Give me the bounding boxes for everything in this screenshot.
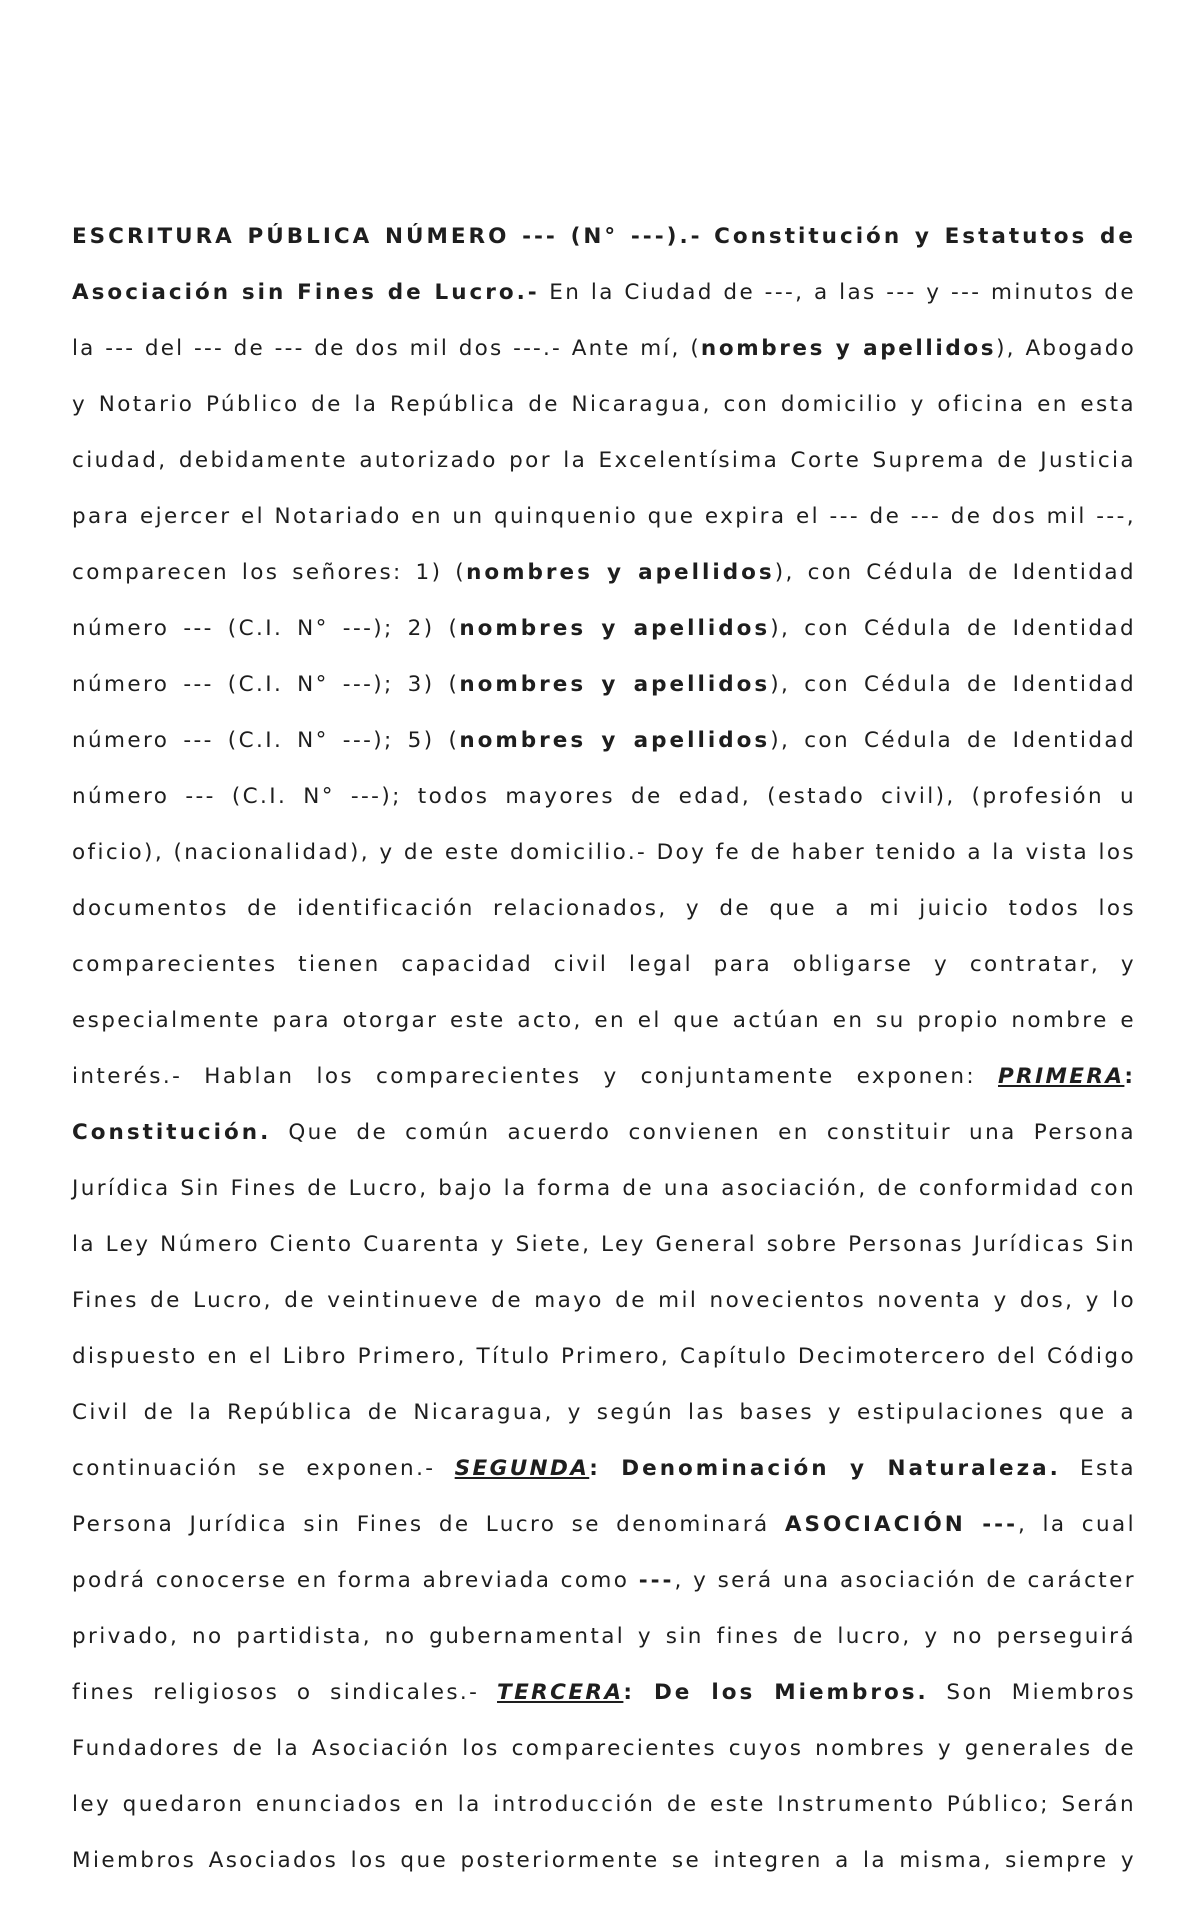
- text-line-17: Constitución. Que de común acuerdo convienen en constituir una Persona: [72, 1120, 1136, 1145]
- text-line-22: Civil de la República de Nicaragua, y según las bases y estipulaciones que a: [72, 1400, 1136, 1425]
- text-line-23: continuación se exponen.- SEGUNDA: Denominación y Naturaleza. Esta: [72, 1456, 1136, 1481]
- association-abbreviation: ---: [638, 1568, 675, 1593]
- text-line-3: la --- del --- de --- de dos mil dos ---.- Ante mí, (nombres y apellidos), Abogado: [72, 336, 1136, 361]
- placeholder-names: nombres y apellidos: [466, 560, 775, 585]
- text-line-5: ciudad, debidamente autorizado por la Excelentísima Corte Suprema de Justicia: [72, 448, 1136, 473]
- deed-subject: Constitución y Estatutos de: [714, 224, 1137, 249]
- text-line-28: Fundadores de la Asociación los comparecientes cuyos nombres y generales de: [72, 1736, 1136, 1761]
- text-line-8: número --- (C.I. N° ---); 2) (nombres y apellidos), con Cédula de Identidad: [72, 616, 1137, 641]
- text-line-19: la Ley Número Ciento Cuarenta y Siete, Ley General sobre Personas Jurídicas Sin: [72, 1232, 1136, 1257]
- clause-heading-segunda: SEGUNDA: [454, 1456, 590, 1481]
- text-line-12: oficio), (nacionalidad), y de este domicilio.- Doy fe de haber tenido a la vista los: [72, 840, 1136, 865]
- text-line-9: número --- (C.I. N° ---); 3) (nombres y apellidos), con Cédula de Identidad: [72, 672, 1137, 697]
- text-line-1: [72, 223, 1136, 251]
- deed-title: ESCRITURA PÚBLICA NÚMERO --- (N° ---).-: [72, 224, 703, 249]
- text-line-14: comparecientes tienen capacidad civil legal para obligarse y contratar, y: [72, 952, 1136, 977]
- text-line-7: comparecen los señores: 1) (nombres y apellidos), con Cédula de Identidad: [72, 560, 1136, 585]
- text-line-13: documentos de identificación relacionados, y de que a mi juicio todos los: [72, 896, 1136, 921]
- text-line-29: ley quedaron enunciados en la introducción de este Instrumento Público; Serán: [72, 1792, 1136, 1817]
- text-line-15: especialmente para otorgar este acto, en el que actúan en su propio nombre e: [72, 1008, 1136, 1033]
- text-line-21: dispuesto en el Libro Primero, Título Primero, Capítulo Decimotercero del Código: [72, 1344, 1136, 1369]
- text-line-25: podrá conocerse en forma abreviada como ---, y será una asociación de carácter: [72, 1568, 1136, 1593]
- text-line-6: para ejercer el Notariado en un quinquenio que expira el --- de --- de dos mil ---,: [72, 504, 1136, 529]
- text-line-27: fines religiosos o sindicales.- TERCERA: De los Miembros. Son Miembros: [72, 1680, 1136, 1705]
- text-line-2: Asociación sin Fines de Lucro.- En la Ciudad de ---, a las --- y --- minutos de: [72, 280, 1136, 305]
- clause-title-miembros: : De los Miembros.: [623, 1680, 929, 1705]
- text-line-4: y Notario Público de la República de Nicaragua, con domicilio y oficina en esta: [72, 392, 1136, 417]
- clause-title-constitucion: Constitución.: [72, 1120, 272, 1145]
- clause-heading-tercera: TERCERA: [497, 1680, 624, 1705]
- clause-heading-primera: PRIMERA: [998, 1064, 1125, 1089]
- placeholder-names: nombres y apellidos: [459, 672, 771, 697]
- text-line-10: número --- (C.I. N° ---); 5) (nombres y apellidos), con Cédula de Identidad: [72, 728, 1137, 753]
- text-line-18: Jurídica Sin Fines de Lucro, bajo la forma de una asociación, de conformidad con: [72, 1176, 1136, 1201]
- text-line-11: número --- (C.I. N° ---); todos mayores de edad, (estado civil), (profesión u: [72, 784, 1136, 809]
- text-line-16: interés.- Hablan los comparecientes y conjuntamente exponen: PRIMERA:: [72, 1064, 1136, 1089]
- clause-title-denominacion: : Denominación y Naturaleza.: [589, 1456, 1061, 1481]
- text-line-24: Persona Jurídica sin Fines de Lucro se denominará ASOCIACIÓN ---, la cual: [72, 1512, 1136, 1537]
- association-name: ASOCIACIÓN ---: [784, 1512, 1019, 1537]
- text-line-30: Miembros Asociados los que posteriormente se integren a la misma, siempre y: [72, 1848, 1136, 1873]
- text-line-26: privado, no partidista, no gubernamental y sin fines de lucro, y no perseguirá: [72, 1624, 1136, 1649]
- deed-subject-cont: Asociación sin Fines de Lucro.-: [72, 280, 540, 305]
- placeholder-names: nombres y apellidos: [459, 616, 771, 641]
- placeholder-names: nombres y apellidos: [459, 728, 771, 753]
- placeholder-names: nombres y apellidos: [700, 336, 997, 361]
- text-line-20: Fines de Lucro, de veintinueve de mayo de mil novecientos noventa y dos, y lo: [72, 1288, 1136, 1313]
